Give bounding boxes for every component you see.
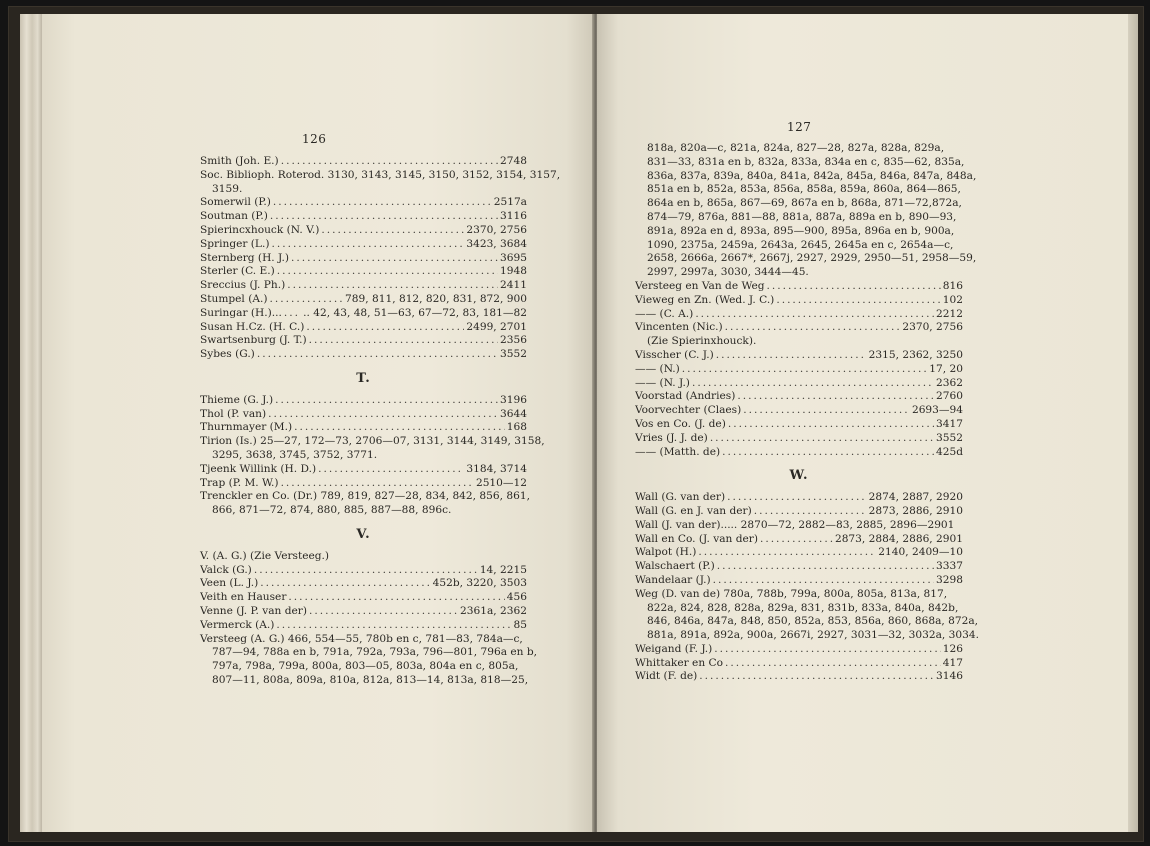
leader-dots	[273, 196, 492, 210]
entry-name: Vries (J. J. de)	[635, 431, 708, 444]
left-page	[42, 14, 594, 832]
leader-dots	[270, 210, 498, 224]
entry-continuation: 3295, 3638, 3745, 3752, 3771.	[212, 448, 378, 461]
index-entry	[200, 577, 527, 591]
leader-dots	[722, 446, 934, 460]
index-entry: V. (A. G.) (Zie Versteeg.)	[200, 549, 330, 562]
leader-dots	[309, 605, 458, 619]
leader-dots	[287, 279, 498, 293]
entry-pages: 3116	[500, 210, 527, 223]
entry-pages: 3184, 3714	[466, 462, 527, 475]
index-entry	[200, 293, 527, 307]
entry-continuation: 2997, 2997a, 3030, 3444—45.	[647, 266, 809, 279]
index-entry	[200, 252, 527, 266]
leader-dots	[281, 477, 474, 491]
index-entry	[635, 294, 963, 308]
entry-continuation: 864a en b, 865a, 867—69, 867a en b, 868a, 871—72,872a,	[647, 197, 962, 210]
entry-name: Visscher (C. J.)	[635, 348, 714, 361]
leader-dots	[254, 564, 478, 578]
leader-dots	[275, 394, 498, 408]
index-entry	[635, 418, 963, 432]
index-entry	[635, 321, 963, 335]
entry-name: Walschaert (P.)	[635, 560, 715, 573]
entry-pages: 2499, 2701	[466, 320, 527, 333]
entry-pages: 14, 2215	[479, 563, 527, 576]
entry-pages: 126	[942, 642, 963, 655]
entry-name: Vermerck (A.)	[200, 618, 275, 631]
entry-name: Sternberg (H. J.)	[200, 251, 289, 264]
index-entry	[200, 591, 527, 605]
index-entry	[635, 377, 963, 391]
index-entry	[635, 308, 963, 322]
entry-name: Thurnmayer (M.)	[200, 421, 293, 434]
entry-continuation: 787—94, 788a en b, 791a, 792a, 793a, 796—801, 796a en b,	[212, 646, 538, 659]
entry-name: Whittaker en Co	[635, 656, 723, 669]
entry-pages: 3146	[936, 670, 963, 683]
entry-name: Versteeg en Van de Weg	[635, 279, 765, 292]
entry-pages: 3695	[500, 251, 527, 264]
entry-continuation: 874—79, 876a, 881—88, 881a, 887a, 889a en b, 890—93,	[647, 210, 957, 223]
leader-dots	[682, 363, 928, 377]
entry-continuation: 851a en b, 852a, 853a, 856a, 858a, 859a, 860a, 864—865,	[647, 183, 961, 196]
leader-dots	[309, 334, 498, 348]
entry-continuation: 1090, 2375a, 2459a, 2643a, 2645, 2645a en c, 2654a—c,	[647, 238, 954, 251]
entry-continuation: 797a, 798a, 799a, 800a, 803—05, 803a, 804a en c, 805a,	[212, 660, 519, 673]
entry-name: Wandelaar (J.)	[635, 573, 711, 586]
index-entry	[200, 307, 527, 321]
entry-pages: 2873, 2886, 2910	[868, 504, 963, 517]
index-entry	[200, 477, 527, 491]
index-entry	[200, 394, 527, 408]
entry-pages: 2760	[936, 390, 963, 403]
entry-pages: 3298	[936, 573, 963, 586]
index-entry	[635, 560, 963, 574]
entry-pages: 3644	[500, 407, 527, 420]
leader-dots	[754, 505, 867, 519]
entry-name: Susan H.Cz. (H. C.)	[200, 320, 305, 333]
section-heading: W.	[789, 468, 809, 484]
index-entry	[635, 505, 963, 519]
index-column	[200, 155, 561, 688]
entry-name: Suringar (H.)...	[200, 306, 282, 319]
leader-dots	[776, 294, 940, 308]
index-entry	[635, 280, 963, 294]
leader-dots	[268, 408, 498, 422]
index-entry	[635, 574, 963, 588]
entry-name: Wall (G. van der)	[635, 491, 726, 504]
index-entry	[200, 463, 527, 477]
index-entry	[635, 432, 963, 446]
entry-continuation: (Zie Spierinxhouck).	[647, 335, 757, 348]
index-entry	[635, 643, 963, 657]
entry-pages: 2510—12	[475, 476, 527, 489]
entry-continuation: 881a, 891a, 892a, 900a, 2667i, 2927, 3031—32, 3032a, 3034.	[647, 629, 979, 642]
entry-name: Weigand (F. J.)	[635, 642, 713, 655]
entry-pages: 816	[942, 279, 963, 292]
leader-dots	[277, 265, 498, 279]
entry-pages: 3417	[936, 417, 963, 430]
index-entry: Wall (J. van der)..... 2870—72, 2882—83, 2885, 2896—2901	[635, 518, 955, 531]
entry-pages: 1948	[500, 265, 527, 278]
entry-pages: .. 42, 43, 48, 51—63, 67—72, 83, 181—82	[303, 306, 527, 319]
leader-dots	[318, 463, 464, 477]
index-entry: Trenckler en Co. (Dr.) 789, 819, 827—28, 834, 842, 856, 861,	[200, 490, 530, 503]
entry-pages: 2411	[500, 279, 527, 292]
index-entry	[200, 334, 527, 348]
entry-pages: 2361a, 2362	[460, 604, 527, 617]
leader-dots	[257, 348, 498, 362]
leader-dots	[281, 155, 498, 169]
leader-dots	[728, 418, 934, 432]
entry-pages: 2873, 2884, 2886, 2901	[834, 532, 963, 545]
entry-pages: 2874, 2887, 2920	[868, 491, 963, 504]
entry-pages: 85	[513, 618, 527, 631]
leader-dots	[717, 560, 934, 574]
entry-name: Spierincxhouck (N. V.)	[200, 223, 320, 236]
entry-name: Thieme (G. J.)	[200, 393, 274, 406]
page-number: 126	[302, 132, 327, 146]
entry-pages: 3552	[936, 431, 963, 444]
entry-name: Vos en Co. (J. de)	[635, 417, 726, 430]
entry-name: —— (N. J.)	[635, 376, 690, 389]
entry-name: —— (N.)	[635, 362, 680, 375]
section-heading: T.	[356, 370, 371, 386]
entry-name: Stumpel (A.)	[200, 292, 268, 305]
index-entry	[200, 605, 527, 619]
entry-pages: 425d	[935, 445, 963, 458]
entry-continuation: 822a, 824, 828, 828a, 829a, 831, 831b, 833a, 840a, 842b,	[647, 601, 959, 614]
leader-dots	[271, 238, 464, 252]
index-entry	[635, 657, 963, 671]
right-page	[597, 14, 1128, 832]
entry-name: Trap (P. M. W.)	[200, 476, 279, 489]
entry-pages: 2517a	[493, 196, 527, 209]
entry-name: Voorstad (Andries)	[635, 390, 736, 403]
entry-name: Widt (F. de)	[635, 670, 698, 683]
entry-pages: 3423, 3684	[466, 237, 527, 250]
index-entry	[635, 363, 963, 377]
entry-name: Somerwil (P.)	[200, 196, 271, 209]
index-entry: Weg (D. van de) 780a, 788b, 799a, 800a, 805a, 813a, 817,	[635, 587, 948, 600]
index-entry	[635, 670, 963, 684]
entry-name: Sreccius (J. Ph.)	[200, 279, 286, 292]
entry-pages: 2140, 2409—10	[878, 546, 963, 559]
entry-name: Tjeenk Willink (H. D.)	[200, 462, 317, 475]
index-entry	[635, 491, 963, 505]
entry-pages: 3196	[500, 393, 527, 406]
index-entry	[200, 279, 527, 293]
entry-continuation: 831—33, 831a en b, 832a, 833a, 834a en c, 835—62, 835a,	[647, 155, 965, 168]
entry-name: Walpot (H.)	[635, 546, 697, 559]
entry-continuation: 836a, 837a, 839a, 840a, 841a, 842a, 845a, 846a, 847a, 848a,	[647, 169, 977, 182]
index-entry	[635, 404, 963, 418]
entry-continuation: 807—11, 808a, 809a, 810a, 812a, 813—14, 813a, 818—25,	[212, 673, 529, 686]
index-entry	[200, 238, 527, 252]
leader-dots	[321, 224, 464, 238]
index-entry	[200, 421, 527, 435]
entry-pages: 2370, 2756	[466, 223, 527, 236]
index-entry	[200, 155, 527, 169]
index-entry: Versteeg (A. G.) 466, 554—55, 780b en c, 781—83, 784a—c,	[200, 632, 523, 645]
index-entry	[200, 619, 527, 633]
leader-dots	[269, 293, 343, 307]
index-entry	[635, 349, 963, 363]
entry-name: Veith en Hauser	[200, 591, 287, 604]
leader-dots	[294, 421, 505, 435]
entry-pages: 2693—94	[911, 404, 963, 417]
leader-dots	[714, 643, 941, 657]
entry-name: Sterler (C. E.)	[200, 265, 275, 278]
leader-dots	[767, 280, 941, 294]
entry-pages: 789, 811, 812, 820, 831, 872, 900	[345, 292, 527, 305]
entry-name: Voorvechter (Claes)	[635, 404, 742, 417]
entry-continuation: 818a, 820a—c, 821a, 824a, 827—28, 827a, 828a, 829a,	[647, 142, 945, 154]
index-entry	[200, 564, 527, 578]
entry-name: Springer (L.)	[200, 237, 270, 250]
index-entry	[200, 224, 527, 238]
index-entry	[200, 321, 527, 335]
entry-pages: 2370, 2756	[902, 321, 963, 334]
section-heading: V.	[356, 526, 371, 542]
entry-name: Venne (J. P. van der)	[200, 604, 307, 617]
entry-pages: 456	[506, 591, 527, 604]
leader-dots	[695, 308, 934, 322]
entry-name: Wall en Co. (J. van der)	[635, 532, 758, 545]
entry-pages: 2748	[500, 155, 527, 167]
entry-continuation: 3159.	[212, 182, 243, 195]
entry-pages: 3552	[500, 348, 527, 361]
leader-dots	[698, 546, 876, 560]
leader-dots	[260, 577, 430, 591]
entry-pages: 2315, 2362, 3250	[868, 348, 963, 361]
entry-pages: 17, 20	[929, 362, 963, 375]
leader-dots	[284, 307, 301, 321]
entry-pages: 2362	[936, 376, 963, 389]
entry-continuation: 866, 871—72, 874, 880, 885, 887—88, 896c.	[212, 504, 452, 517]
page-edges-left	[20, 14, 42, 832]
leader-dots	[288, 591, 504, 605]
entry-name: Sybes (G.)	[200, 348, 255, 361]
page-edges-right	[1128, 14, 1138, 832]
leader-dots	[276, 619, 511, 633]
entry-pages: 417	[942, 656, 963, 669]
entry-name: Veen (L. J.)	[200, 577, 259, 590]
entry-name: Thol (P. van)	[200, 407, 267, 420]
leader-dots	[710, 432, 934, 446]
index-entry	[635, 390, 963, 404]
entry-pages: 2212	[936, 307, 963, 320]
entry-name: —— (C. A.)	[635, 307, 694, 320]
entry-name: Smith (Joh. E.)	[200, 155, 279, 167]
leader-dots	[725, 321, 901, 335]
index-entry: Tirion (Is.) 25—27, 172—73, 2706—07, 3131, 3144, 3149, 3158,	[200, 435, 545, 448]
index-entry	[200, 265, 527, 279]
entry-continuation: 846, 846a, 847a, 848, 850, 852a, 853, 856a, 860, 868a, 872a,	[647, 615, 979, 628]
entry-name: Valck (G.)	[200, 563, 252, 576]
leader-dots	[725, 657, 941, 671]
index-entry	[200, 196, 527, 210]
entry-pages: 2356	[500, 334, 527, 347]
leader-dots	[716, 349, 867, 363]
leader-dots	[760, 533, 833, 547]
entry-name: Vincenten (Nic.)	[635, 321, 723, 334]
page-number: 127	[787, 120, 812, 134]
entry-name: —— (Matth. de)	[635, 445, 721, 458]
leader-dots	[743, 404, 910, 418]
index-entry	[635, 546, 963, 560]
index-entry: Soc. Biblioph. Roterod. 3130, 3143, 3145, 3150, 3152, 3154, 3157,	[200, 168, 561, 181]
entry-pages: 102	[942, 293, 963, 306]
leader-dots	[306, 321, 464, 335]
leader-dots	[291, 252, 498, 266]
leader-dots	[737, 390, 934, 404]
entry-name: Vieweg en Zn. (Wed. J. C.)	[635, 293, 775, 306]
entry-pages: 452b, 3220, 3503	[432, 577, 527, 590]
index-entry	[200, 408, 527, 422]
index-entry	[200, 348, 527, 362]
index-column	[635, 142, 979, 684]
leader-dots	[699, 670, 934, 684]
entry-continuation: 2658, 2666a, 2667*, 2667j, 2927, 2929, 2950—51, 2958—59,	[647, 252, 977, 265]
index-entry	[635, 533, 963, 547]
entry-pages: 3337	[936, 560, 963, 573]
entry-name: Swartsenburg (J. T.)	[200, 334, 307, 347]
index-entry	[200, 210, 527, 224]
entry-pages: 168	[506, 421, 527, 434]
leader-dots	[713, 574, 934, 588]
index-entry	[635, 446, 963, 460]
entry-name: Soutman (P.)	[200, 210, 268, 223]
leader-dots	[692, 377, 934, 391]
entry-name: Wall (G. en J. van der)	[635, 504, 752, 517]
entry-continuation: 891a, 892a en d, 893a, 895—900, 895a, 896a en b, 900a,	[647, 224, 955, 237]
leader-dots	[727, 491, 867, 505]
